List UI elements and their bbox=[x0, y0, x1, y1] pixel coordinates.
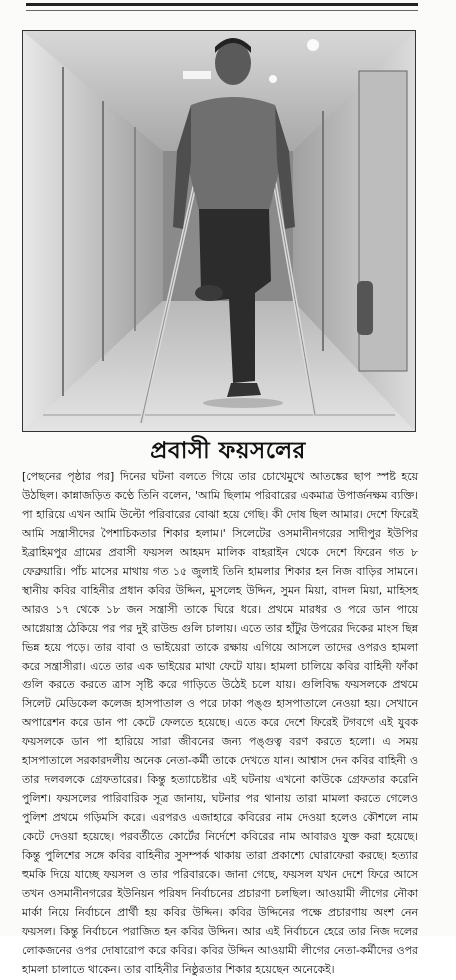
photo-illustration bbox=[23, 31, 415, 431]
continued-label: [পেছনের পৃষ্ঠার পর] bbox=[22, 470, 115, 483]
top-rule bbox=[26, 3, 418, 11]
article-paragraph bbox=[22, 468, 418, 980]
article-text: দিনের ঘটনা বলতে গিয়ে তার চোখেমুখে আতঙ্কের ছাপ স্পষ্ট হয়ে উঠছিল। কান্নাজড়িত কণ্ঠে তিনি বলেন, 'আমি ছিলাম পরিবারের একমাত্র উপার্জনক্ষম ব্যক্তি। পা হারিয়ে এখন আমি উল্টো পরিবারের বোঝা হয়ে গেছি। কী দোষ ছিল আমার। দেশে ফিরেই আমি সন্ত্রাসীদের পৈশাচিকতার শিকার হলাম।' সিলেটের ওসমানীনগরের সাদীপুর ইউপির ইব্রাহিমপুর গ্রামের প্রবাসী ফয়সল আহমদ মালিক বাহরাইন থেকে দেশে ফিরেন গত ৮ ফেব্রুয়ারি। পাঁচ মাসের মাথায় গত ১৫ জুলাই তিনি হামলার শিকার হন নিজ বাড়ির সামনে। স্থানীয় কবির বাহিনীর প্রধান কবির উদ্দিন, মুসলেহ উদ্দিন, সুমন মিয়া, বাদল মিয়া, মাহিসহ আরও ১৭ থেকে ১৮ জন সন্ত্রাসী তাকে ঘিরে ধরে। প্রথমে মারধর ও পরে ডান পায়ে আগ্নেয়াস্ত্র ঠেকিয়ে পর পর দুই রাউন্ড গুলি চালায়। এতে তার হাঁটুর উপরের দিকের মাংস ছিন্ন ভিন্ন হয়ে পড়ে। তার বাবা ও ভাইয়েরা তাকে রক্ষায় এগিয়ে আসলে তাদের ওপরও হামলা করে সন্ত্রাসীরা। এতে তার এক ভাইয়ের মাথা ফেটে যায়। হামলা চালিয়ে কবির বাহিনী ফাঁকা গুলি করতে করতে ত্রাস সৃষ্টি করে গাড়িতে উঠেই চলে যায়। গুলিবিদ্ধ ফয়সলকে প্রথমে সিলেট মেডিকেল কলেজ হাসপাতাল ও পরে ঢাকা পঙ্গু হাসপাতালে নেওয়া হয়। সেখানে অপারেশন করে ডান পা কেটে ফেলতে হয়েছে। এতে করে দেশে ফিরেই টগবগে এই যুবক ফয়সলকে ডান পা হারিয়ে সারা জীবনের জন্য পঙ্গুত্ব বরণ করতে হলো। এ সময় হাসপাতালে সরকারদলীয় অনেক নেতা-কর্মী তাকে দেখতে যান। আশ্বাস দেন কবির বাহিনী ও তার দলবলকে গ্রেফতারের। কিন্তু হত্যাচেষ্টার এই ঘটনায় এখনো কাউকে গ্রেফতার করেনি পুলিশ। ফয়সলের পারিবারিক সূত্র জানায়, ঘটনার পর থানায় তারা মামলা করতে গেলেও পুলিশ প্রথমে গড়িমসি করে। এরপরও এজাহারে কবিরের নাম দেওয়া হলেও কৌশলে নাম কেটে দেওয়া হয়েছে। পরবর্তীতে কোর্টের নির্দেশে কবিরের নাম আবারও যুক্ত করা হয়েছে। কিন্তু পুলিশের সঙ্গে কবির বাহিনীর সুসম্পর্ক থাকায় তারা প্রকাশ্যে ঘোরাফেরা করছে। হত্যার হুমকি দিয়ে যাচ্ছে ফয়সল ও তার পরিবারকে। জানা গেছে, ফয়সল যখন দেশে ফিরে আসে তখন ওসমানীনগরের ইউনিয়ন পরিষদ নির্বাচনের প্রচারণা চলছিল। আওয়ামী লীগের নৌকা মার্কা নিয়ে নির্বাচনে প্রার্থী হয় কবির উদ্দিন। কবির উদ্দিনের পক্ষে প্রচারণায় অংশ নেন ফয়সল। কিন্তু নির্বাচনে পরাজিত হন কবির উদ্দিন। আর এই নির্বাচনে হেরে তার নিজ দলের লোকজনের ওপর দোষারোপ করে কবির। কবির উদ্দিন আওয়ামী লীগের নেতা-কর্মীদের ওপর হামলা চালাতে থাকেন। তার বাহিনীর নিষ্ঠুরতার শিকার হয়েছেন অনেকেই। bbox=[22, 470, 418, 976]
headline: প্রবাসী ফয়সলের bbox=[150, 437, 306, 464]
article-photo bbox=[22, 30, 416, 432]
article-body bbox=[22, 468, 418, 976]
